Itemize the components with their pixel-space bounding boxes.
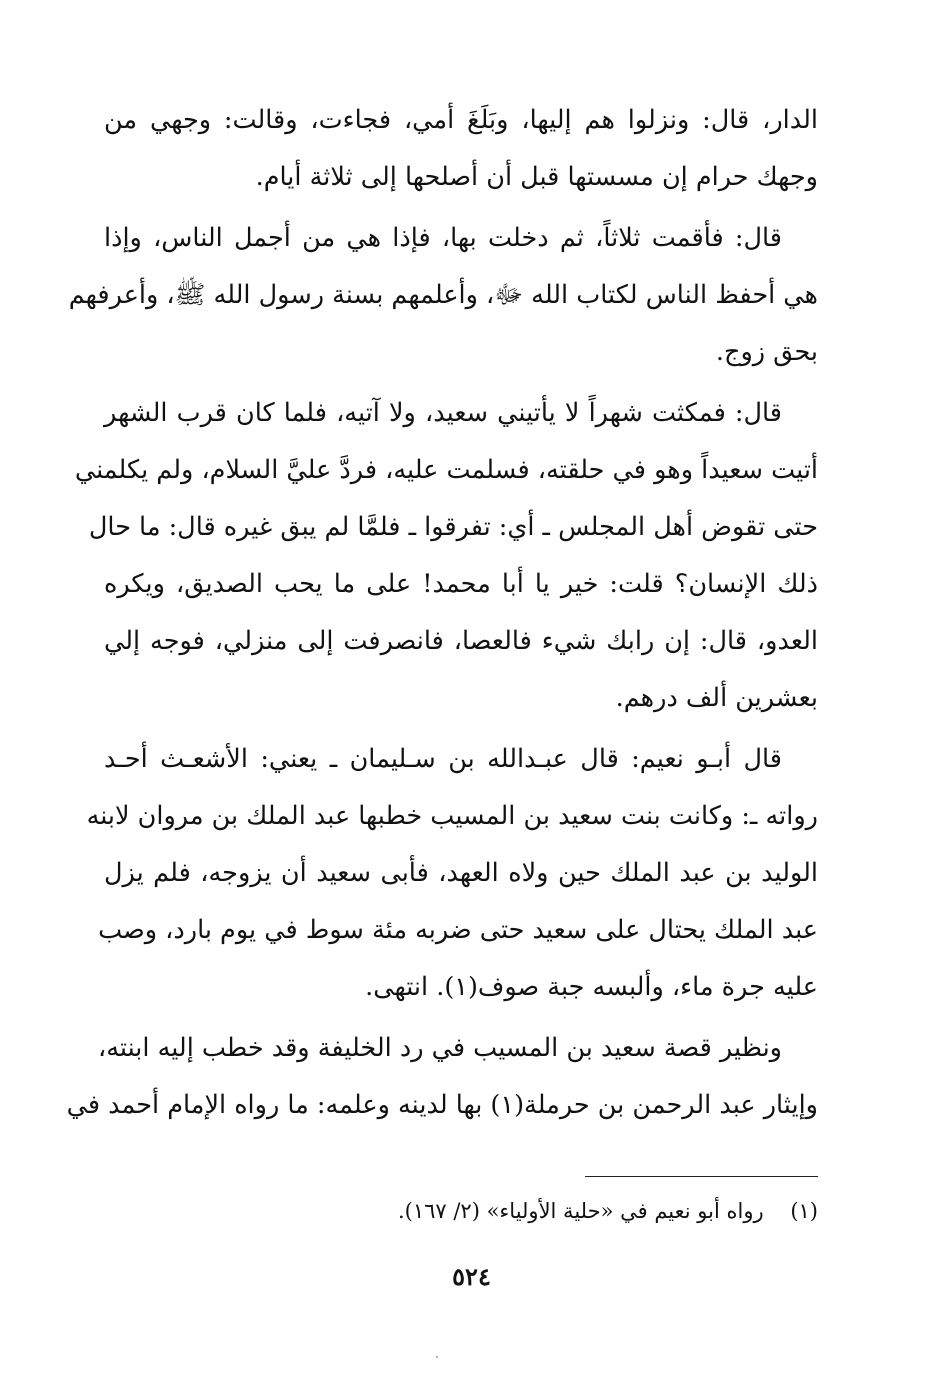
text-line: وجهك حرام إن مسستها قبل أن أصلحها إلى ثلاثة أيام. [255,162,818,192]
text-line: قال: فمكثت شهراً لا يأتيني سعيد، ولا آتيه، فلما كان قرب الشهر [104,398,782,428]
paragraph-3 [74,385,818,727]
paragraph-5 [66,1020,818,1134]
footnote-text: رواه أبو نعيم في «حلية الأولياء» (٢/ ١٦٧). [397,1199,764,1223]
page-number: ٥٢٤ [452,1262,491,1291]
paragraph-1 [104,92,818,206]
text-line: أتيت سعيداً وهو في حلقته، فسلمت عليه، فردَّ عليَّ السلام، ولم يكلمني [74,455,818,485]
text-line: بعشرين ألف درهم. [615,683,818,713]
text-line: العدو، قال: إن رابك شيء فالعصا، فانصرفت إلى منزلي، فوجه إلي [104,626,818,656]
text-line: قال أبـو نعيم: قال عبـدالله بن سـليمان ـ يعني: الأشعـث أحـد [104,744,782,774]
text-line: حتى تقوض أهل المجلس ـ أي: تفرقوا ـ فلمَّا لم يبق غيره قال: ما حال [88,512,818,542]
text-line: ذلك الإنسان؟ قلت: خير يا أبا محمد! على ما يحب الصديق، ويكره [104,569,818,599]
text-line: بحق زوج. [715,337,818,367]
text-line: هي أحفظ الناس لكتاب الله ﷻ، وأعلمهم بسنة رسول الله ﷺ، وأعرفهم [68,280,818,310]
text-line: قال: فأقمت ثلاثاً، ثم دخلت بها، فإذا هي من أجمل الناس، وإذا [104,223,782,253]
text-line: الوليد بن عبد الملك حين ولاه العهد، فأبى سعيد أن يزوجه، فلم يزل [104,858,818,888]
footnote-marker: (١) [790,1199,818,1223]
text-line: وإيثار عبد الرحمن بن حرملة(١) بها لدينه وعلمه: ما رواه الإمام أحمد في [66,1090,818,1120]
text-line: رواته ـ: وكانت بنت سعيد بن المسيب خطبها عبد الملك بن مروان لابنه [86,801,818,831]
text-line: ونظير قصة سعيد بن المسيب في رد الخليفة وقد خطب إليه ابنته، [97,1033,782,1063]
paragraph-4 [86,731,818,1016]
paragraph-2 [68,210,818,381]
page-body [66,92,818,1134]
footnote [398,1196,818,1226]
text-line: عبد الملك يحتال على سعيد حتى ضربه مئة سوط في يوم بارد، وصب [98,915,818,945]
text-line: عليه جرة ماء، وألبسه جبة صوف(١). انتهى. [365,972,818,1002]
scan-speck [436,1356,438,1358]
text-line: الدار، قال: ونزلوا هم إليها، وبَلَغَ أمي، فجاءت، وقالت: وجهي من [104,105,818,135]
footnote-separator [585,1176,818,1177]
